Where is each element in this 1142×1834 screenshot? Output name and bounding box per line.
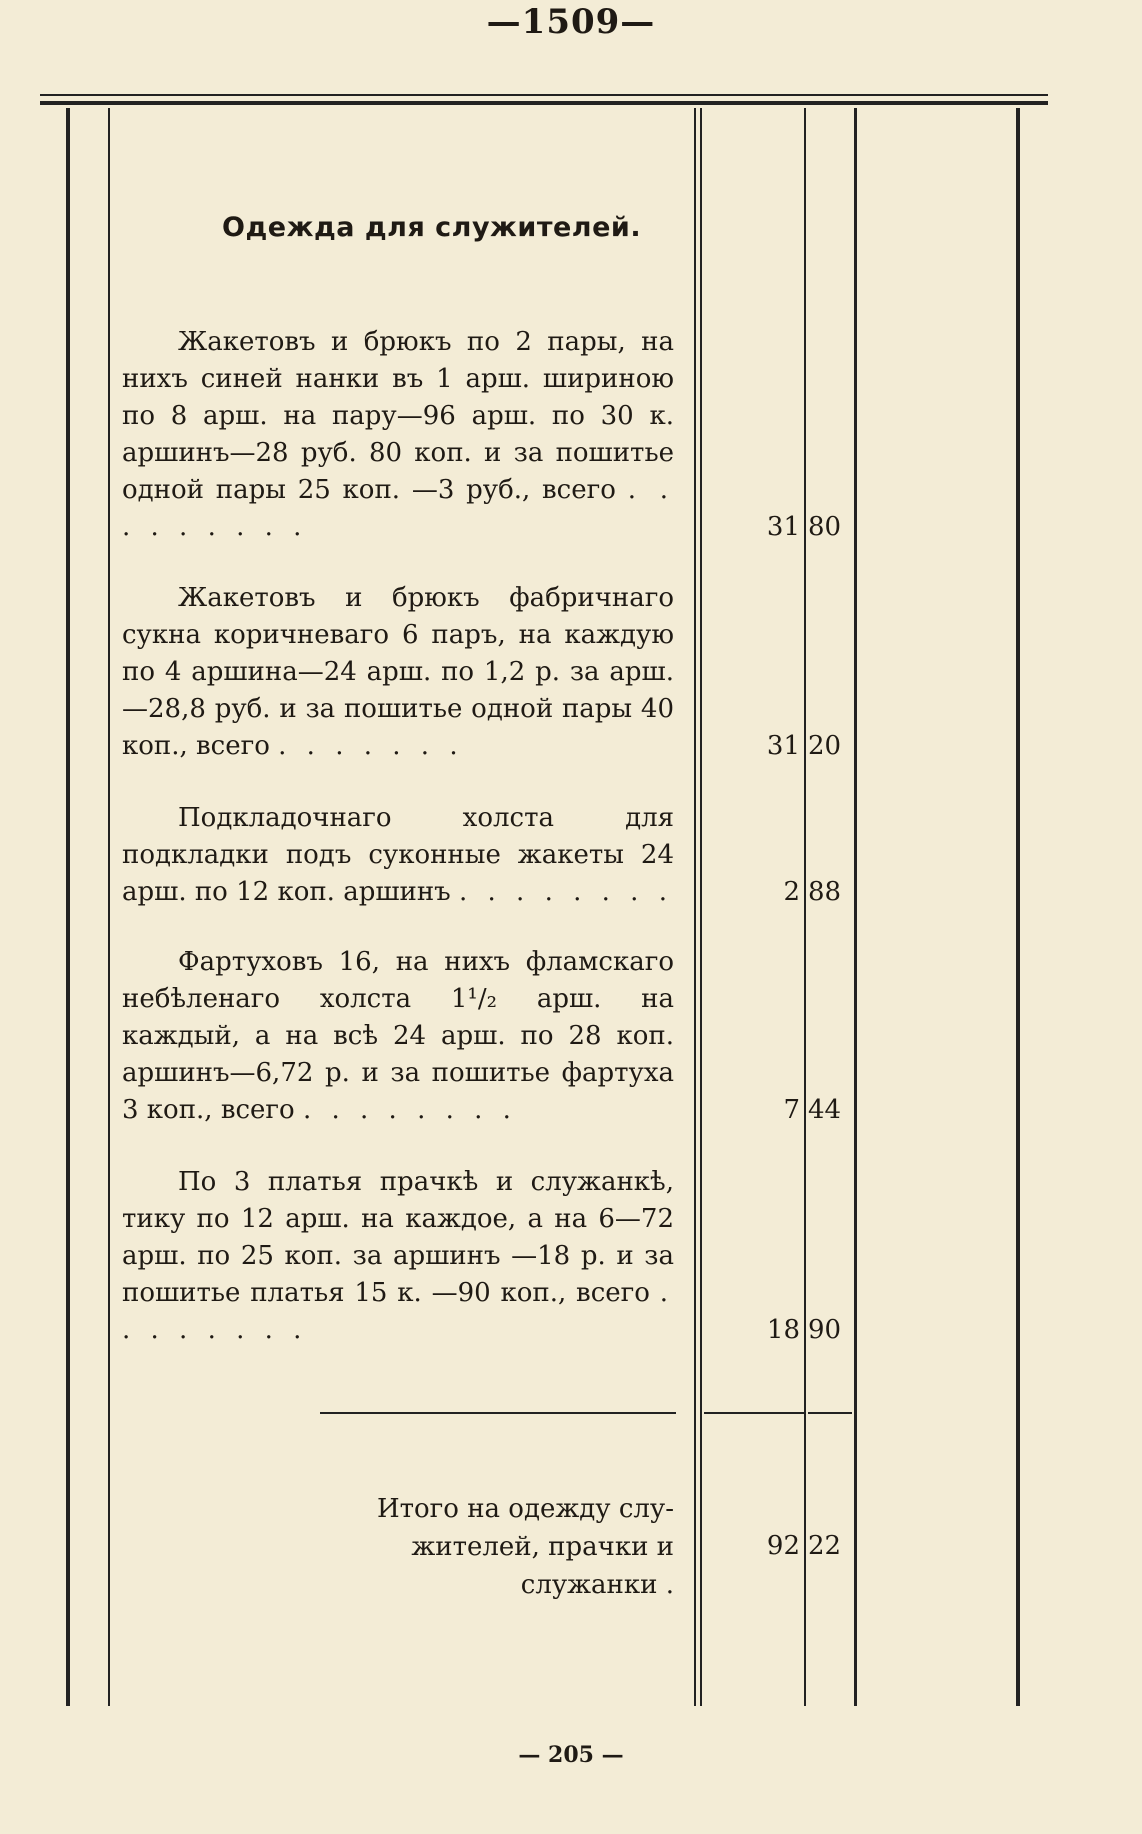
top-rule-thick bbox=[40, 101, 1048, 105]
total-line-1: Итого на одежду слу- bbox=[376, 1494, 674, 1524]
item-rubles: 31 bbox=[766, 512, 800, 542]
total-rubles: 92 bbox=[766, 1531, 800, 1561]
page-number-bottom: — 205 — bbox=[518, 1742, 624, 1768]
leader-dots: . . . . . . . . . bbox=[122, 475, 675, 542]
list-item bbox=[122, 580, 674, 765]
section-title: Одежда для служителей. bbox=[222, 212, 642, 243]
total-separator-rub bbox=[704, 1412, 804, 1414]
leader-dots: . . . . . . . . bbox=[302, 1095, 517, 1125]
total-separator-kop bbox=[808, 1412, 852, 1414]
total-label bbox=[280, 1490, 674, 1604]
list-item bbox=[122, 944, 674, 1129]
leader-dots: . . . . . . . bbox=[278, 731, 464, 761]
item-text: Жакетовъ и брюкъ фабричнаго сукна коричневаго 6 паръ, на каждую по 4 аршина—24 арш. по 1,2 р. за арш.—28,8 руб. и за пошитье одной пары 40 коп., всего bbox=[122, 583, 674, 761]
rub-kop-separator bbox=[804, 108, 806, 1706]
right-border-line bbox=[1016, 108, 1020, 1706]
margin-line bbox=[108, 108, 110, 1706]
list-item bbox=[122, 1164, 674, 1349]
list-item bbox=[122, 324, 674, 546]
total-line-2: жителей, прачки и служанки . bbox=[411, 1532, 674, 1600]
item-text: Фартуховъ 16, на нихъ фламскаго небѣленаго холста 1¹/₂ арш. на каждый, а на всѣ 24 арш. по 28 коп. аршинъ—6,72 р. и за пошитье фартуха 3 коп., всего bbox=[122, 947, 674, 1125]
total-kopecks: 22 bbox=[808, 1531, 842, 1561]
item-kopecks: 20 bbox=[808, 731, 842, 761]
leader-dots: . . . . . . . . bbox=[122, 1278, 675, 1345]
item-text: Подкладочнаго холста для подкладки подъ суконные жакеты 24 арш. по 12 коп. аршинъ bbox=[122, 803, 674, 907]
leader-dots: . . . . . . . . bbox=[459, 877, 673, 907]
total-separator-text bbox=[320, 1412, 676, 1414]
text-column-line-inner bbox=[700, 108, 702, 1706]
page-number-top: —1509— bbox=[486, 2, 656, 42]
item-kopecks: 90 bbox=[808, 1315, 842, 1345]
item-rubles: 31 bbox=[766, 731, 800, 761]
text-column-line bbox=[694, 108, 696, 1706]
item-text: Жакетовъ и брюкъ по 2 пары, на нихъ синей нанки въ 1 арш. шириною по 8 арш. на пару—96 арш. по 30 к. аршинъ—28 руб. 80 коп. и за пошитье одной пары 25 коп. —3 руб., всего bbox=[122, 327, 674, 505]
top-rule bbox=[40, 94, 1048, 96]
left-border-line bbox=[66, 108, 70, 1706]
kop-column-line bbox=[854, 108, 857, 1706]
item-rubles: 18 bbox=[766, 1315, 800, 1345]
item-text: По 3 платья прачкѣ и служанкѣ, тику по 12 арш. на каждое, а на 6—72 арш. по 25 коп. за аршинъ —18 р. и за пошитье платья 15 к. —90 коп., всего bbox=[122, 1167, 674, 1308]
item-rubles: 2 bbox=[783, 877, 800, 907]
item-kopecks: 88 bbox=[808, 877, 842, 907]
item-kopecks: 44 bbox=[808, 1095, 842, 1125]
list-item bbox=[122, 800, 674, 911]
item-kopecks: 80 bbox=[808, 512, 842, 542]
item-rubles: 7 bbox=[783, 1095, 800, 1125]
